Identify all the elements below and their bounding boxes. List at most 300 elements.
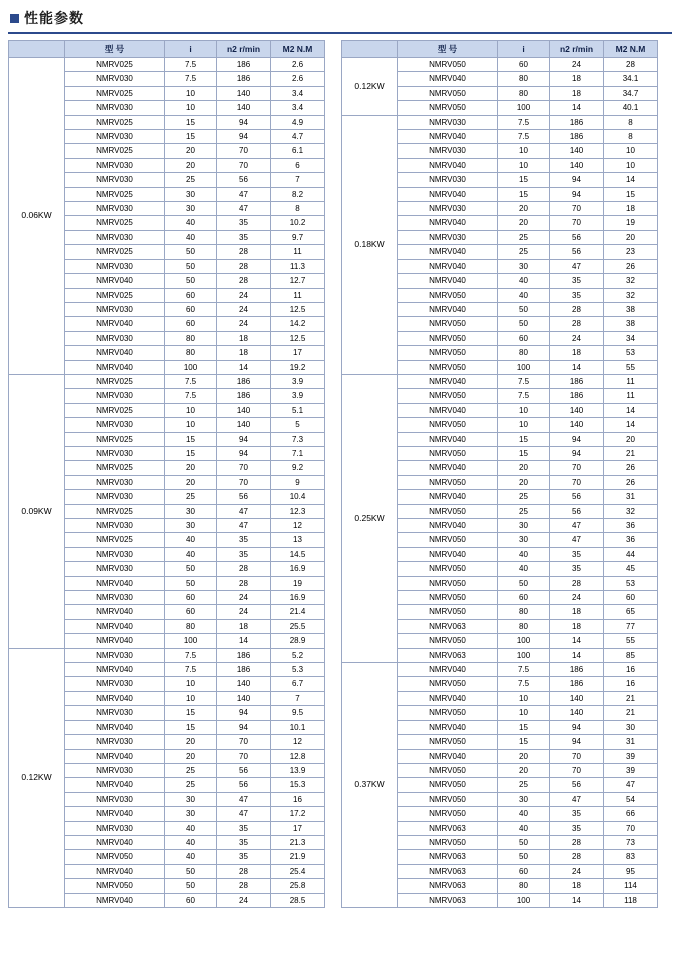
cell-speed: 186 xyxy=(217,389,271,403)
cell-torque: 38 xyxy=(604,302,658,316)
cell-model: NMRV050 xyxy=(398,778,498,792)
cell-torque: 14.5 xyxy=(271,547,325,561)
cell-speed: 94 xyxy=(217,130,271,144)
cell-model: NMRV050 xyxy=(398,504,498,518)
cell-torque: 13 xyxy=(271,533,325,547)
cell-model: NMRV050 xyxy=(398,346,498,360)
cell-torque: 44 xyxy=(604,547,658,561)
cell-torque: 26 xyxy=(604,259,658,273)
cell-model: NMRV063 xyxy=(398,619,498,633)
cell-speed: 14 xyxy=(217,360,271,374)
cell-ratio: 25 xyxy=(165,490,217,504)
cell-speed: 56 xyxy=(217,173,271,187)
cell-model: NMRV030 xyxy=(65,475,165,489)
cell-ratio: 20 xyxy=(498,749,550,763)
cell-ratio: 60 xyxy=(165,605,217,619)
cell-speed: 14 xyxy=(550,648,604,662)
cell-speed: 47 xyxy=(550,792,604,806)
cell-ratio: 25 xyxy=(498,778,550,792)
cell-speed: 28 xyxy=(217,259,271,273)
cell-model: NMRV050 xyxy=(398,288,498,302)
cell-ratio: 60 xyxy=(498,591,550,605)
cell-torque: 9.5 xyxy=(271,706,325,720)
cell-model: NMRV050 xyxy=(398,835,498,849)
cell-torque: 60 xyxy=(604,591,658,605)
cell-ratio: 100 xyxy=(498,634,550,648)
cell-speed: 70 xyxy=(550,216,604,230)
cell-torque: 15 xyxy=(604,187,658,201)
cell-ratio: 50 xyxy=(498,317,550,331)
cell-torque: 7 xyxy=(271,691,325,705)
cell-torque: 12.8 xyxy=(271,749,325,763)
cell-model: NMRV050 xyxy=(398,735,498,749)
cell-ratio: 80 xyxy=(498,879,550,893)
cell-speed: 140 xyxy=(217,691,271,705)
cell-speed: 140 xyxy=(550,691,604,705)
cell-ratio: 7.5 xyxy=(498,374,550,388)
cell-ratio: 40 xyxy=(165,835,217,849)
cell-speed: 94 xyxy=(550,446,604,460)
cell-ratio: 60 xyxy=(498,864,550,878)
cell-speed: 94 xyxy=(217,720,271,734)
cell-speed: 140 xyxy=(550,144,604,158)
cell-torque: 3.4 xyxy=(271,86,325,100)
cell-torque: 31 xyxy=(604,490,658,504)
cell-ratio: 50 xyxy=(165,245,217,259)
cell-model: NMRV025 xyxy=(65,245,165,259)
cell-speed: 94 xyxy=(550,432,604,446)
cell-model: NMRV050 xyxy=(398,634,498,648)
cell-torque: 17.2 xyxy=(271,807,325,821)
cell-torque: 19.2 xyxy=(271,360,325,374)
cell-ratio: 15 xyxy=(165,446,217,460)
cell-speed: 56 xyxy=(550,504,604,518)
cell-torque: 53 xyxy=(604,576,658,590)
cell-ratio: 30 xyxy=(498,792,550,806)
cell-speed: 56 xyxy=(550,245,604,259)
cell-speed: 56 xyxy=(217,490,271,504)
cell-torque: 21 xyxy=(604,446,658,460)
cell-ratio: 100 xyxy=(498,360,550,374)
cell-model: NMRV025 xyxy=(65,115,165,129)
cell-speed: 14 xyxy=(550,893,604,907)
cell-speed: 24 xyxy=(217,605,271,619)
cell-model: NMRV040 xyxy=(398,490,498,504)
cell-ratio: 50 xyxy=(165,274,217,288)
cell-ratio: 80 xyxy=(498,619,550,633)
cell-speed: 186 xyxy=(550,663,604,677)
cell-ratio: 50 xyxy=(165,864,217,878)
cell-torque: 8 xyxy=(604,130,658,144)
cell-speed: 70 xyxy=(217,735,271,749)
header-m2: M2 N.M xyxy=(604,41,658,58)
cell-speed: 18 xyxy=(217,331,271,345)
cell-ratio: 50 xyxy=(498,835,550,849)
cell-torque: 3.9 xyxy=(271,389,325,403)
cell-speed: 18 xyxy=(550,72,604,86)
cell-model: NMRV030 xyxy=(65,562,165,576)
spec-table-right-body xyxy=(342,58,658,908)
cell-ratio: 25 xyxy=(165,763,217,777)
cell-torque: 83 xyxy=(604,850,658,864)
cell-ratio: 60 xyxy=(165,893,217,907)
cell-speed: 186 xyxy=(217,374,271,388)
cell-speed: 35 xyxy=(550,562,604,576)
cell-ratio: 100 xyxy=(498,893,550,907)
cell-ratio: 50 xyxy=(498,302,550,316)
cell-speed: 56 xyxy=(550,778,604,792)
cell-torque: 23 xyxy=(604,245,658,259)
cell-torque: 28 xyxy=(604,58,658,72)
cell-ratio: 7.5 xyxy=(498,115,550,129)
cell-model: NMRV040 xyxy=(398,259,498,273)
cell-speed: 94 xyxy=(550,720,604,734)
cell-model: NMRV040 xyxy=(65,619,165,633)
cell-speed: 35 xyxy=(550,274,604,288)
cell-torque: 16 xyxy=(604,663,658,677)
cell-model: NMRV030 xyxy=(398,115,498,129)
cell-speed: 35 xyxy=(217,547,271,561)
cell-ratio: 40 xyxy=(165,230,217,244)
cell-speed: 186 xyxy=(217,663,271,677)
cell-ratio: 80 xyxy=(498,605,550,619)
cell-ratio: 10 xyxy=(498,158,550,172)
cell-model: NMRV040 xyxy=(65,864,165,878)
cell-ratio: 40 xyxy=(498,821,550,835)
cell-speed: 24 xyxy=(550,591,604,605)
cell-speed: 70 xyxy=(217,461,271,475)
cell-model: NMRV025 xyxy=(65,432,165,446)
cell-speed: 186 xyxy=(217,648,271,662)
cell-speed: 140 xyxy=(217,86,271,100)
cell-torque: 53 xyxy=(604,346,658,360)
cell-ratio: 15 xyxy=(498,173,550,187)
cell-speed: 70 xyxy=(217,475,271,489)
header-n2: n2 r/min xyxy=(217,41,271,58)
cell-speed: 47 xyxy=(217,202,271,216)
cell-torque: 10 xyxy=(604,158,658,172)
spec-table-left-body xyxy=(9,58,325,908)
cell-torque: 9.7 xyxy=(271,230,325,244)
cell-model: NMRV040 xyxy=(65,835,165,849)
cell-ratio: 80 xyxy=(498,346,550,360)
cell-speed: 186 xyxy=(550,130,604,144)
cell-model: NMRV040 xyxy=(65,360,165,374)
cell-model: NMRV040 xyxy=(398,302,498,316)
cell-ratio: 25 xyxy=(498,490,550,504)
cell-torque: 17 xyxy=(271,346,325,360)
cell-ratio: 15 xyxy=(165,432,217,446)
cell-speed: 24 xyxy=(550,58,604,72)
table-row xyxy=(9,58,325,72)
cell-torque: 5.1 xyxy=(271,403,325,417)
cell-model: NMRV050 xyxy=(398,317,498,331)
cell-ratio: 10 xyxy=(165,677,217,691)
cell-speed: 28 xyxy=(550,576,604,590)
cell-speed: 186 xyxy=(217,72,271,86)
cell-model: NMRV063 xyxy=(398,864,498,878)
cell-model: NMRV025 xyxy=(65,288,165,302)
cell-torque: 36 xyxy=(604,533,658,547)
cell-model: NMRV040 xyxy=(65,663,165,677)
cell-model: NMRV050 xyxy=(398,562,498,576)
cell-torque: 3.4 xyxy=(271,101,325,115)
cell-model: NMRV040 xyxy=(398,547,498,561)
cell-model: NMRV025 xyxy=(65,144,165,158)
cell-model: NMRV040 xyxy=(65,274,165,288)
cell-torque: 3.9 xyxy=(271,374,325,388)
cell-ratio: 80 xyxy=(165,346,217,360)
cell-torque: 34.7 xyxy=(604,86,658,100)
cell-model: NMRV030 xyxy=(65,648,165,662)
cell-speed: 35 xyxy=(217,821,271,835)
cell-speed: 140 xyxy=(217,403,271,417)
cell-torque: 10.4 xyxy=(271,490,325,504)
cell-ratio: 15 xyxy=(498,735,550,749)
cell-speed: 186 xyxy=(550,389,604,403)
cell-torque: 9.2 xyxy=(271,461,325,475)
cell-model: NMRV025 xyxy=(65,86,165,100)
cell-ratio: 20 xyxy=(165,158,217,172)
cell-torque: 4.7 xyxy=(271,130,325,144)
cell-ratio: 80 xyxy=(498,72,550,86)
cell-speed: 47 xyxy=(217,187,271,201)
table-row xyxy=(9,648,325,662)
cell-ratio: 10 xyxy=(498,418,550,432)
cell-ratio: 20 xyxy=(498,475,550,489)
cell-torque: 8 xyxy=(271,202,325,216)
cell-speed: 47 xyxy=(217,807,271,821)
cell-ratio: 15 xyxy=(165,115,217,129)
cell-ratio: 10 xyxy=(165,418,217,432)
cell-torque: 2.6 xyxy=(271,58,325,72)
cell-speed: 140 xyxy=(550,403,604,417)
cell-model: NMRV040 xyxy=(398,274,498,288)
cell-ratio: 30 xyxy=(498,533,550,547)
cell-torque: 11 xyxy=(271,288,325,302)
cell-ratio: 40 xyxy=(498,274,550,288)
cell-speed: 18 xyxy=(217,346,271,360)
cell-torque: 4.9 xyxy=(271,115,325,129)
cell-speed: 70 xyxy=(550,749,604,763)
cell-ratio: 50 xyxy=(165,259,217,273)
power-group-cell: 0.37KW xyxy=(342,663,398,908)
power-group-cell: 0.09KW xyxy=(9,374,65,648)
cell-ratio: 20 xyxy=(165,144,217,158)
header-i: i xyxy=(498,41,550,58)
cell-torque: 11 xyxy=(271,245,325,259)
cell-speed: 24 xyxy=(217,317,271,331)
power-group-cell: 0.12KW xyxy=(9,648,65,907)
cell-torque: 30 xyxy=(604,720,658,734)
cell-model: NMRV030 xyxy=(65,677,165,691)
cell-model: NMRV030 xyxy=(65,446,165,460)
cell-torque: 54 xyxy=(604,792,658,806)
cell-model: NMRV040 xyxy=(398,519,498,533)
cell-ratio: 7.5 xyxy=(165,72,217,86)
title-marker-icon xyxy=(10,14,19,23)
cell-ratio: 25 xyxy=(165,173,217,187)
cell-model: NMRV030 xyxy=(65,706,165,720)
cell-ratio: 25 xyxy=(165,778,217,792)
cell-ratio: 10 xyxy=(498,706,550,720)
cell-ratio: 20 xyxy=(498,202,550,216)
cell-torque: 118 xyxy=(604,893,658,907)
cell-speed: 47 xyxy=(550,533,604,547)
cell-model: NMRV040 xyxy=(65,317,165,331)
cell-model: NMRV030 xyxy=(65,821,165,835)
cell-ratio: 15 xyxy=(498,432,550,446)
cell-torque: 11 xyxy=(604,389,658,403)
cell-model: NMRV025 xyxy=(65,461,165,475)
cell-model: NMRV050 xyxy=(398,533,498,547)
cell-torque: 73 xyxy=(604,835,658,849)
cell-speed: 94 xyxy=(550,173,604,187)
cell-speed: 35 xyxy=(217,230,271,244)
cell-speed: 47 xyxy=(550,259,604,273)
cell-torque: 12 xyxy=(271,519,325,533)
power-group-cell: 0.18KW xyxy=(342,115,398,374)
cell-model: NMRV040 xyxy=(398,749,498,763)
table-row xyxy=(342,374,658,388)
cell-ratio: 20 xyxy=(498,216,550,230)
cell-speed: 14 xyxy=(550,101,604,115)
cell-torque: 6.1 xyxy=(271,144,325,158)
cell-model: NMRV040 xyxy=(398,432,498,446)
cell-torque: 16 xyxy=(271,792,325,806)
cell-model: NMRV040 xyxy=(398,691,498,705)
cell-model: NMRV025 xyxy=(65,187,165,201)
cell-speed: 70 xyxy=(550,475,604,489)
cell-ratio: 80 xyxy=(165,619,217,633)
cell-speed: 35 xyxy=(217,835,271,849)
cell-speed: 24 xyxy=(217,302,271,316)
cell-ratio: 7.5 xyxy=(165,648,217,662)
cell-ratio: 50 xyxy=(165,879,217,893)
cell-torque: 21 xyxy=(604,706,658,720)
cell-torque: 40.1 xyxy=(604,101,658,115)
cell-ratio: 20 xyxy=(165,749,217,763)
cell-model: NMRV030 xyxy=(398,230,498,244)
cell-torque: 70 xyxy=(604,821,658,835)
cell-speed: 140 xyxy=(217,677,271,691)
cell-model: NMRV040 xyxy=(65,634,165,648)
cell-model: NMRV040 xyxy=(65,720,165,734)
cell-torque: 15.3 xyxy=(271,778,325,792)
cell-speed: 56 xyxy=(550,230,604,244)
cell-model: NMRV040 xyxy=(398,461,498,475)
cell-ratio: 7.5 xyxy=(498,389,550,403)
cell-speed: 28 xyxy=(217,245,271,259)
cell-speed: 28 xyxy=(550,850,604,864)
cell-speed: 70 xyxy=(217,144,271,158)
cell-torque: 17 xyxy=(271,821,325,835)
cell-ratio: 40 xyxy=(165,533,217,547)
header-m2: M2 N.M xyxy=(271,41,325,58)
cell-model: NMRV030 xyxy=(65,230,165,244)
table-row xyxy=(342,115,658,129)
header-n2: n2 r/min xyxy=(550,41,604,58)
cell-speed: 94 xyxy=(217,446,271,460)
cell-model: NMRV025 xyxy=(65,403,165,417)
cell-speed: 140 xyxy=(550,706,604,720)
cell-ratio: 15 xyxy=(165,706,217,720)
cell-ratio: 30 xyxy=(165,519,217,533)
cell-torque: 26 xyxy=(604,475,658,489)
cell-speed: 18 xyxy=(550,619,604,633)
cell-ratio: 30 xyxy=(498,259,550,273)
cell-model: NMRV040 xyxy=(398,374,498,388)
cell-model: NMRV030 xyxy=(398,202,498,216)
cell-model: NMRV030 xyxy=(65,302,165,316)
header-model: 型 号 xyxy=(65,41,165,58)
table-header-row xyxy=(342,41,658,58)
cell-ratio: 80 xyxy=(498,86,550,100)
cell-ratio: 25 xyxy=(498,245,550,259)
cell-ratio: 10 xyxy=(498,691,550,705)
cell-torque: 55 xyxy=(604,634,658,648)
cell-ratio: 7.5 xyxy=(165,58,217,72)
cell-model: NMRV030 xyxy=(65,763,165,777)
cell-torque: 21.9 xyxy=(271,850,325,864)
cell-torque: 14 xyxy=(604,403,658,417)
cell-ratio: 30 xyxy=(165,807,217,821)
cell-model: NMRV050 xyxy=(398,475,498,489)
cell-ratio: 30 xyxy=(165,202,217,216)
cell-torque: 5.3 xyxy=(271,663,325,677)
cell-ratio: 60 xyxy=(498,331,550,345)
cell-ratio: 50 xyxy=(498,850,550,864)
cell-speed: 70 xyxy=(217,749,271,763)
cell-model: NMRV063 xyxy=(398,850,498,864)
cell-torque: 18 xyxy=(604,202,658,216)
cell-model: NMRV030 xyxy=(65,792,165,806)
cell-ratio: 30 xyxy=(165,504,217,518)
cell-model: NMRV030 xyxy=(65,418,165,432)
cell-ratio: 7.5 xyxy=(498,663,550,677)
cell-model: NMRV063 xyxy=(398,648,498,662)
cell-torque: 85 xyxy=(604,648,658,662)
cell-model: NMRV025 xyxy=(65,504,165,518)
cell-speed: 70 xyxy=(217,158,271,172)
cell-torque: 14.2 xyxy=(271,317,325,331)
cell-model: NMRV040 xyxy=(398,72,498,86)
cell-torque: 6.7 xyxy=(271,677,325,691)
cell-model: NMRV030 xyxy=(65,72,165,86)
cell-torque: 12 xyxy=(271,735,325,749)
cell-speed: 56 xyxy=(217,778,271,792)
cell-speed: 18 xyxy=(217,619,271,633)
table-row xyxy=(342,58,658,72)
cell-model: NMRV040 xyxy=(398,245,498,259)
cell-speed: 140 xyxy=(217,418,271,432)
cell-ratio: 30 xyxy=(165,792,217,806)
cell-speed: 18 xyxy=(550,346,604,360)
cell-model: NMRV050 xyxy=(398,677,498,691)
cell-ratio: 15 xyxy=(165,130,217,144)
cell-ratio: 25 xyxy=(498,230,550,244)
cell-speed: 28 xyxy=(217,879,271,893)
cell-torque: 20 xyxy=(604,432,658,446)
cell-torque: 32 xyxy=(604,274,658,288)
cell-model: NMRV040 xyxy=(65,691,165,705)
cell-model: NMRV040 xyxy=(65,576,165,590)
cell-model: NMRV050 xyxy=(398,418,498,432)
cell-ratio: 60 xyxy=(165,591,217,605)
cell-model: NMRV050 xyxy=(398,331,498,345)
cell-speed: 24 xyxy=(550,331,604,345)
cell-speed: 28 xyxy=(217,576,271,590)
